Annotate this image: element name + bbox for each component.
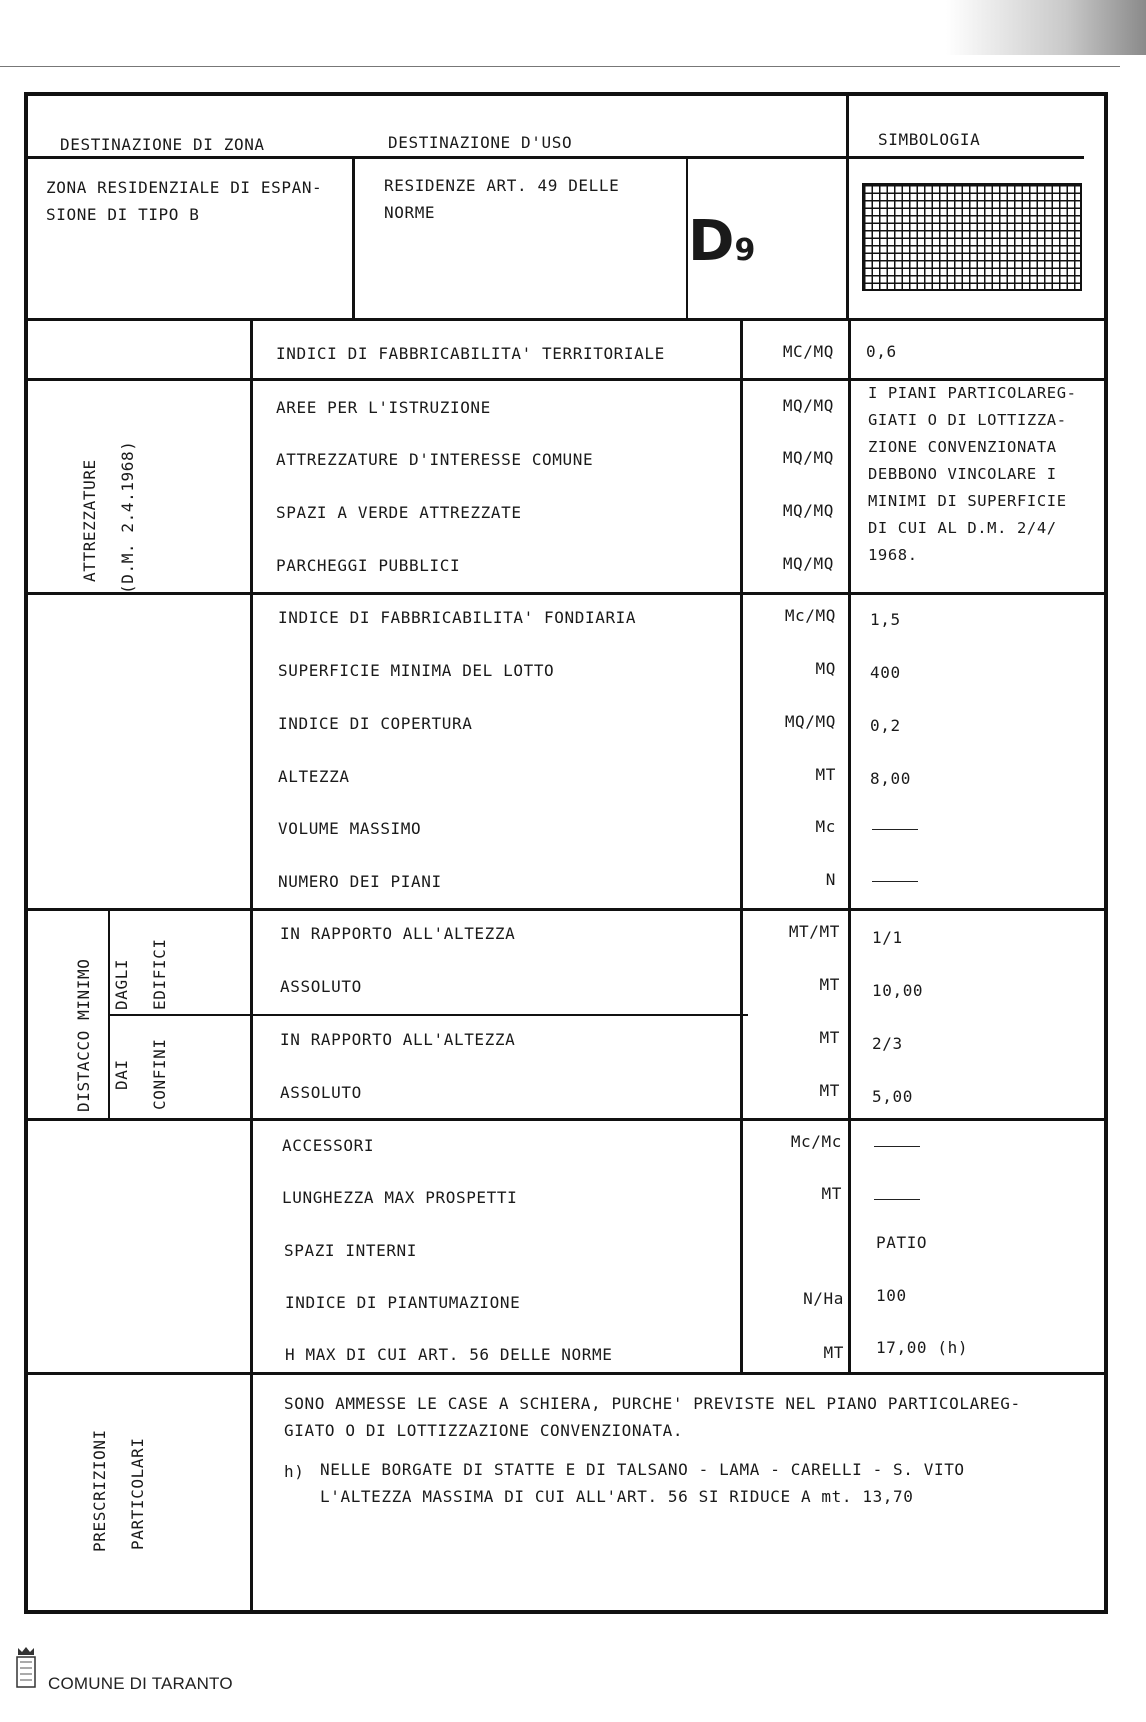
altri-row-label: SPAZI INTERNI [284,1241,418,1260]
altri-row-value: PATIO [876,1233,928,1252]
fondiaria-row-value: 400 [870,663,901,682]
attrezzature-row-unit: MQ/MQ [782,448,834,467]
divider [108,908,110,1118]
distacco-row-label: ASSOLUTO [280,977,362,996]
altri-row-label: ACCESSORI [282,1136,375,1155]
zone-description: ZONA RESIDENZIALE DI ESPAN- SIONE DI TIPO B [46,178,323,224]
altri-row-value: 17,00 (h) [876,1338,969,1357]
distacco-row-unit: MT [819,1081,840,1100]
fondiaria-row-label: ALTEZZA [278,767,350,786]
zone-code-letter: D [688,209,735,274]
divider [740,318,743,1372]
distacco-row-label: IN RAPPORTO ALL'ALTEZZA [280,1030,516,1049]
distacco-confini-label-2: CONFINI [150,1038,169,1110]
fondiaria-row-unit: Mc [815,817,836,836]
divider [24,318,1108,321]
distacco-row-value: 2/3 [872,1034,903,1053]
empty-value-dash [874,1199,920,1200]
fondiaria-row-label: VOLUME MASSIMO [278,819,422,838]
fondiaria-row-unit: MT [815,765,836,784]
attrezzature-row-unit: MQ/MQ [782,554,834,573]
divider [846,92,849,318]
distacco-row-value: 10,00 [872,981,924,1000]
divider [848,318,851,1372]
divider [24,156,1084,159]
fondiaria-row-unit: MQ/MQ [784,712,836,731]
altri-row-label: LUNGHEZZA MAX PROSPETTI [282,1188,518,1207]
empty-value-dash [872,881,918,882]
scan-smudge [946,0,1146,55]
footer-org: COMUNE DI TARANTO [48,1674,233,1693]
attrezzature-row-label: ATTREZZATURE D'INTERESSE COMUNE [276,450,594,469]
fondiaria-row-label: NUMERO DEI PIANI [278,872,442,891]
distacco-row-value: 5,00 [872,1087,913,1106]
altri-row-unit: MT [821,1184,842,1203]
distacco-row-value: 1/1 [872,928,903,947]
city-coat-of-arms-icon [14,1646,38,1690]
prescrizioni-text: SONO AMMESSE LE CASE A SCHIERA, PURCHE' PREVISTE NEL PIANO PARTICOLAREG- GIATO O DI LOTTIZZAZIONE CONVENZIONATA. [284,1394,1021,1440]
zone-code [688,209,756,283]
fondiaria-row-value: 8,00 [870,769,911,788]
header-destinazione-zona: DESTINAZIONE DI ZONA [60,135,265,154]
altri-row-unit: Mc/Mc [790,1132,842,1151]
fondiaria-row-label: INDICE DI FABBRICABILITA' FONDIARIA [278,608,637,627]
altri-row-unit: MT [823,1343,844,1362]
hatched-grid-icon [862,183,1082,291]
prescrizioni-marker: h) [284,1462,305,1481]
distacco-edifici-label-1: DAGLI [112,958,131,1010]
attrezzature-row-label: PARCHEGGI PUBBLICI [276,556,461,575]
divider [352,156,355,318]
header-destinazione-uso: DESTINAZIONE D'USO [388,133,573,152]
attrezzature-row-label: SPAZI A VERDE ATTREZZATE [276,503,522,522]
distacco-row-unit: MT [819,975,840,994]
attrezzature-section-dm: (D.M. 2.4.1968) [118,440,137,594]
header-simbologia: SIMBOLOGIA [878,130,981,149]
divider [24,1118,1108,1121]
divider [24,908,1108,911]
page-edge-line [0,66,1120,67]
attrezzature-note: I PIANI PARTICOLAREG- GIATI O DI LOTTIZZA- ZIONE CONVENZIONATA DEBBONO VINCOLARE I MINIMI DI SUPERFICIE DI CUI AL D.M. 2/4/ 1968. [868,384,1077,564]
divider [250,318,253,1614]
distacco-row-label: IN RAPPORTO ALL'ALTEZZA [280,924,516,943]
attrezzature-row-unit: MQ/MQ [782,396,834,415]
distacco-row-unit: MT [819,1028,840,1047]
distacco-confini-label-1: DAI [112,1059,131,1090]
prescrizioni-label-1: PRESCRIZIONI [90,1429,109,1552]
distacco-row-unit: MT/MT [788,922,840,941]
attrezzature-row-unit: MQ/MQ [782,501,834,520]
divider [24,1372,1108,1375]
altri-row-unit: N/Ha [803,1289,844,1308]
territoriale-label: INDICI DI FABBRICABILITA' TERRITORIALE [276,344,665,363]
altri-row-label: H MAX DI CUI ART. 56 DELLE NORME [285,1345,613,1364]
use-description: RESIDENZE ART. 49 DELLE NORME [384,176,620,222]
prescrizioni-label-2: PARTICOLARI [128,1437,147,1550]
altri-row-label: INDICE DI PIANTUMAZIONE [285,1293,521,1312]
fondiaria-row-unit: N [825,870,836,889]
fondiaria-row-unit: MQ [815,659,836,678]
prescrizioni-note: NELLE BORGATE DI STATTE E DI TALSANO - LAMA - CARELLI - S. VITO L'ALTEZZA MASSIMA DI CUI ALL'ART. 56 SI RIDUCE A mt. 13,70 [320,1460,965,1506]
zone-code-number: 9 [734,233,756,268]
territoriale-unit: MC/MQ [782,342,834,361]
fondiaria-row-value: 1,5 [870,610,901,629]
divider [24,592,1108,595]
fondiaria-row-label: INDICE DI COPERTURA [278,714,473,733]
distacco-edifici-label-2: EDIFICI [150,938,169,1010]
fondiaria-row-label: SUPERFICIE MINIMA DEL LOTTO [278,661,555,680]
attrezzature-row-label: AREE PER L'ISTRUZIONE [276,398,491,417]
altri-row-value: 100 [876,1286,907,1305]
territoriale-value: 0,6 [866,342,897,361]
empty-value-dash [872,829,918,830]
empty-value-dash [874,1146,920,1147]
distacco-section-label: DISTACCO MINIMO [74,958,93,1112]
fondiaria-row-unit: Mc/MQ [784,606,836,625]
fondiaria-row-value: 0,2 [870,716,901,735]
attrezzature-section-label: ATTREZZATURE [80,459,99,582]
divider [108,1014,748,1016]
distacco-row-label: ASSOLUTO [280,1083,362,1102]
